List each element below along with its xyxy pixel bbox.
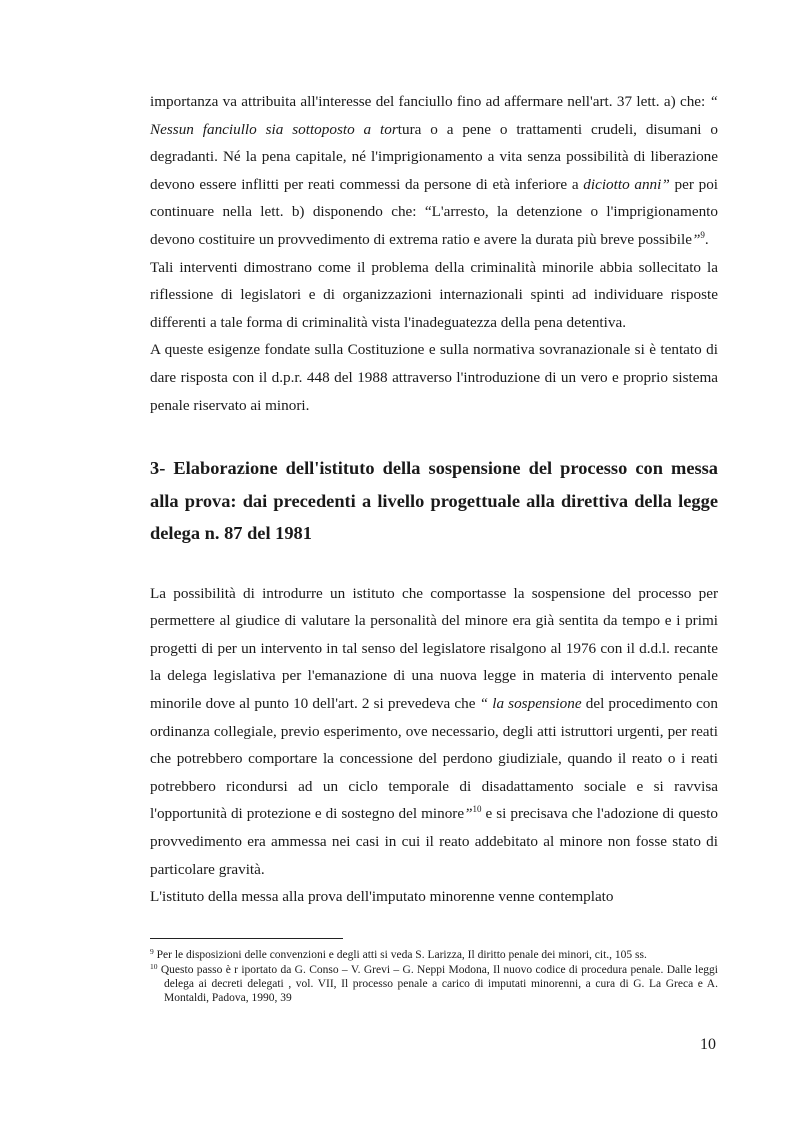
- quote-italic: “ Nessun fanciullo sia sottoposto a tor: [150, 93, 718, 138]
- paragraph-3: A queste esigenze fondate sulla Costituzione e sulla normativa sovranazionale si è tentato di dare risposta con il d.p.r. 448 del 1988 attraverso l'introduzione di un vero e proprio sistema penale riservato ai minori.: [150, 341, 718, 414]
- text-line: importanza va attribuita all'interesse del fanciullo fino ad affermare nell'art. 37 lett. a): [150, 93, 676, 110]
- paragraph-5: L'istituto della messa alla prova dell'imputato minorenne venne contemplato: [150, 888, 614, 906]
- footnote-divider: [150, 938, 343, 939]
- footnote-9: [150, 948, 718, 962]
- paragraph-1: [150, 88, 718, 254]
- footnotes: [150, 938, 718, 1006]
- page-body: [150, 88, 718, 911]
- quote-close: ”: [464, 805, 473, 823]
- quote-close: ”: [691, 230, 701, 248]
- text-line: che:: [679, 93, 710, 110]
- paragraph-4: [150, 580, 718, 884]
- quote-italic: “ la sospensione: [479, 695, 582, 712]
- text-line: o l'imprigionamento devono costituire un provvedimento di extrema ratio e avere la: [150, 203, 718, 248]
- page-number: 10: [700, 1036, 716, 1053]
- text-line: o degradanti. Né la pena capitale, né l'imprigionamento a vita senza possibilità di: [150, 120, 718, 166]
- quote-italic: diciotto anni”: [583, 175, 670, 193]
- text-line: per poi continuare nella lett. b) disponendo che: “L'arresto, la detenzione: [150, 175, 719, 221]
- footnote-text: Questo passo è r iportato da G. Conso – V. Grevi – G. Neppi Modona, Il nuovo codice di procedura penale. Dalle leggi delega ai decreti delegati , vol. VII, Il processo penale a carico di imputati minorenni, a cura di G. La Greca e A. Montaldi, Padova, 1990, 39: [160, 964, 718, 1004]
- footnote-10: [150, 963, 718, 1005]
- footnote-ref-9[interactable]: 9: [700, 229, 705, 240]
- text-line: tura o a pene o trattamenti crudeli, disumani: [397, 120, 702, 138]
- section-heading: 3- Elaborazione dell'istituto della sospensione del processo con messa alla prova: dai precedenti a livello progettuale alla direttiva della legge delega n. 87 del 1981: [150, 458, 718, 544]
- footnote-text: Per le disposizioni delle convenzioni e degli atti si veda S. Larizza, Il diritto penale dei minori, cit., 105 ss.: [156, 949, 647, 961]
- paragraph-2: Tali interventi dimostrano come il problema della criminalità minorile abbia sollecitato la riflessione di legislatori e di organizzazioni internazionali spinti ad individuare risposte differenti a tale forma di criminalità vista l'inadeguatezza della pena detentiva.: [150, 258, 718, 331]
- text-line: durata più breve possibile: [535, 230, 692, 248]
- footnote-number: 10: [150, 962, 158, 971]
- text-line: liberazione devono essere inflitti per reati commessi da persone di età inferiore a: [150, 148, 718, 193]
- footnote-ref-10[interactable]: 10: [472, 804, 482, 815]
- text-run: e si precisava che l'adozione di questo provvedimento era ammessa nei casi in cui il reato addebitato al minore non fosse stato di particolare gravità.: [150, 805, 718, 878]
- text-line: .: [704, 230, 709, 248]
- footnote-number: 9: [150, 947, 154, 956]
- text-run: La possibilità di introdurre un istituto che comportasse la sospensione del processo per permettere al giudice di valutare la personalità del minore era già sentita da tempo e i primi progetti di per un intervento in tal senso del legislatore risalgono al 1976 con il d.d.l. recante la delega legislativa per l'emanazione di una nuova legge in materia di intervento penale minorile dove al punto 10 dell'art. 2 si prevedeva che: [150, 584, 718, 712]
- text-run: del procedimento con ordinanza collegiale, previo esperimento, ove necessario, degli atti istruttori urgenti, per reati che potrebbero comportare la concessione del perdono giudiziale, quando il reato o i reati potrebbero ricondursi ad un ciclo temporale di disadattamento sociale e si ravvisa l'opportunità di protezione e di sostegno del minore: [150, 695, 718, 823]
